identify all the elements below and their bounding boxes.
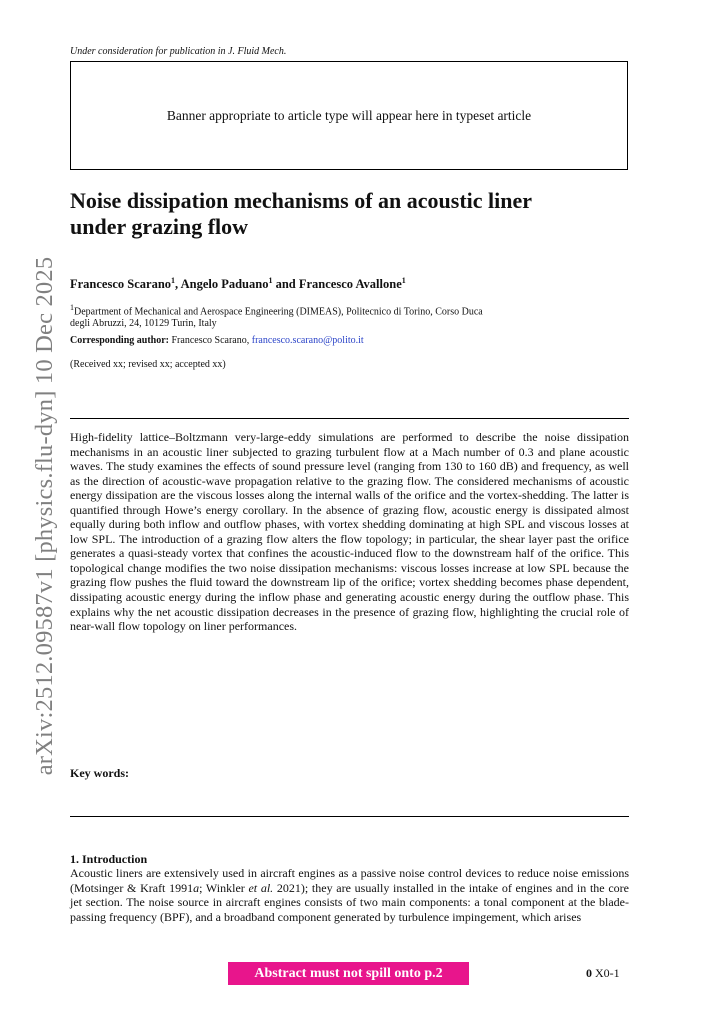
article-banner [70, 61, 628, 170]
author-affiliation-mark: 1 [401, 276, 406, 285]
author-separator: and [272, 277, 299, 292]
overflow-warning-badge [228, 962, 469, 985]
page-number-bold: 0 [586, 966, 592, 980]
author-name: Francesco Scarano [70, 277, 172, 292]
page-number [586, 966, 620, 981]
section-heading-introduction: 1. Introduction [70, 852, 148, 866]
warning-text: Abstract must not spill onto p.2 [254, 965, 443, 981]
paper-title [70, 188, 630, 240]
author-separator: , [175, 277, 181, 292]
banner-text: Banner appropriate to article type will appear here in typeset article [166, 107, 532, 123]
affiliation-line-1: Department of Mechanical and Aerospace Engineering (DIMEAS), Politecnico di Torino, Corso Duca [74, 306, 483, 318]
intro-italic: a [193, 880, 200, 895]
affiliation [70, 302, 630, 329]
affiliation-mark: 1 [70, 303, 74, 312]
intro-italic: et al. [248, 880, 274, 895]
abstract-top-rule [70, 418, 629, 419]
page-number-rest: X0-1 [592, 966, 620, 980]
author-affiliation-mark: 1 [268, 276, 273, 285]
title-line-2: under grazing flow [70, 214, 249, 239]
title-line-1: Noise dissipation mechanisms of an acoustic liner [70, 188, 533, 213]
keywords-label: Key words: [70, 766, 129, 780]
corresponding-label: Corresponding author: [70, 335, 169, 346]
intro-text: ; Winkler [199, 880, 249, 895]
affiliation-line-2: degli Abruzzi, 24, 10129 Turin, Italy [70, 317, 217, 329]
arxiv-stamp: arXiv:2512.09587v1 [physics.flu-dyn] 10 Dec 2025 [31, 256, 58, 776]
running-head: Under consideration for publication in J. Fluid Mech. [70, 46, 287, 57]
intro-text: 2021); they are usually installed in the intake of engines and in the core jet section. The noise source in aircraft engines consists of two main components: a tonal component at the blade-passing frequency (BPF), and a broadband component generated by turbulence impingement, which arises [70, 880, 629, 924]
author-list [70, 276, 406, 292]
author-name: Angelo Paduano [180, 277, 269, 292]
introduction-paragraph [70, 866, 629, 924]
corresponding-email-link[interactable]: francesco.scarano@polito.it [251, 335, 364, 346]
abstract: High-fidelity lattice–Boltzmann very-large-eddy simulations are performed to describe the noise dissipation mechanisms in an acoustic liner subjected to grazing turbulent flow at a Mach number of 0.3 and plane acoustic waves. The study examines the effects of sound pressure level (ranging from 130 to 160 dB) and frequency, as well as the direction of acoustic-wave propagation relative to the grazing flow. The considered mechanisms of acoustic energy dissipation are the viscous losses along the internal walls of the orifice and the vortex-shedding. The latter is quantified through Howe’s energy corollary. In the absence of grazing flow, acoustic energy is dissipated almost equally during both inflow and outflow phases, with vortex shedding dominating at high SPL and viscous losses at low SPL. The introduction of a grazing flow alters the flow topology; in particular, the shear layer past the orifice generates a quasi-steady vortex that confines the acoustic-induced flow to the downstream half of the orifice. This topological change modifies the two noise dissipation mechanisms: viscous losses increase at low SPL because the grazing flow pushes the fluid toward the downstream lip of the orifice; vortex shedding becomes phase dependent, dissipating acoustic energy during the inflow phase and generating acoustic energy during the outflow phase. This explains why the net acoustic dissipation decreases in the presence of grazing flow, highlighting the crucial role of near-wall flow topology on liner performances. [70, 430, 629, 634]
received-dates: (Received xx; revised xx; accepted xx) [70, 359, 226, 370]
intro-text: Acoustic liners are extensively used in aircraft engines as a passive noise control devices to reduce noise emissions (Motsinger & Kraft 1991 [70, 866, 629, 895]
abstract-bottom-rule [70, 816, 629, 817]
author-name: Francesco Avallone [298, 277, 402, 292]
author-affiliation-mark: 1 [171, 276, 176, 285]
corresponding-name: Francesco Scarano, [169, 335, 252, 346]
corresponding-author [70, 335, 364, 346]
